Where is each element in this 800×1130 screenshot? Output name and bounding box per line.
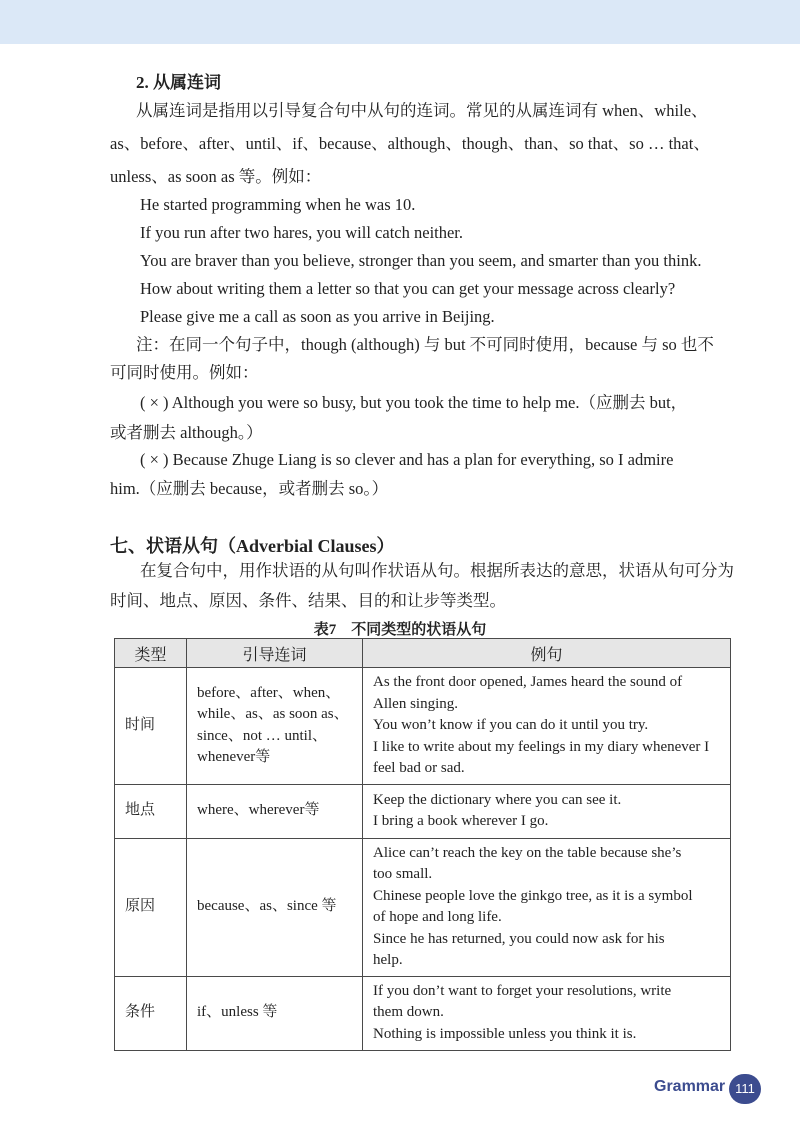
note-line: 可同时使用。例如： — [110, 363, 259, 382]
subsection-heading: 2. 从属连词 — [136, 73, 221, 92]
conjunction-line: because、as、since 等 — [197, 898, 337, 915]
type-cell: 原因 — [115, 838, 187, 976]
example-line: Keep the dictionary where you can see it. — [373, 791, 622, 808]
example-line: Nothing is impossible unless you think it is. — [373, 1025, 637, 1042]
example-line: I like to write about my feelings in my diary whenever I — [373, 738, 710, 755]
table-row — [115, 838, 731, 976]
example-line: If you don’t want to forget your resolutions, write — [373, 982, 672, 999]
conjunction-line: since、not … until、 — [197, 727, 327, 744]
example-line: them down. — [373, 1004, 444, 1021]
table-row — [115, 668, 731, 785]
wrong-example-line: him.（应删去 because，或者删去 so。） — [110, 479, 389, 498]
example-line: too small. — [373, 866, 433, 882]
type-cell: 地点 — [115, 784, 187, 838]
example-line: I bring a book wherever I go. — [373, 813, 549, 829]
example-line: You won’t know if you can do it until you try. — [373, 717, 649, 733]
conjunction-line: if、unless 等 — [197, 1004, 278, 1021]
example-sentence: You are braver than you believe, stronger than you seem, and smarter than you think. — [140, 251, 702, 270]
conjunction-line: whenever等 — [197, 749, 271, 766]
intro-line: unless、as soon as 等。例如： — [110, 167, 322, 186]
example-line: of hope and long life. — [373, 909, 502, 925]
example-line: Since he has returned, you could now ask for his — [373, 930, 665, 947]
intro-line: 从属连词是指用以引导复合句中从句的连词。常见的从属连词有 when、while、 — [136, 101, 708, 120]
section-heading: 七、状语从句（Adverbial Clauses） — [110, 536, 395, 556]
example-sentence: Please give me a call as soon as you arrive in Beijing. — [140, 307, 495, 326]
type-cell: 时间 — [115, 668, 187, 785]
page-number-badge: 111 — [729, 1074, 761, 1104]
table-header-row — [115, 639, 731, 668]
conjunction-cell — [187, 784, 363, 838]
header-conjunctions: 引导连词 — [187, 639, 363, 668]
conjunction-cell — [187, 838, 363, 976]
header-type: 类型 — [115, 639, 187, 668]
header-examples: 例句 — [363, 639, 731, 668]
wrong-example-line: ( × ) Although you were so busy, but you took the time to help me.（应删去 but， — [140, 393, 688, 412]
table-row — [115, 784, 731, 838]
adverbial-clause-table — [114, 638, 731, 1051]
intro-line: as、before、after、until、if、because、although、though、than、so that、so … that、 — [110, 134, 710, 153]
example-cell — [363, 784, 731, 838]
example-line: Alice can’t reach the key on the table because she’s — [373, 844, 682, 861]
example-line: Allen singing. — [373, 695, 458, 712]
footer-section-label: Grammar — [654, 1078, 726, 1095]
section-intro-line: 时间、地点、原因、条件、结果、目的和让步等类型。 — [110, 591, 506, 610]
example-sentence: He started programming when he was 10. — [140, 195, 416, 214]
example-cell — [363, 838, 731, 976]
example-cell — [363, 976, 731, 1050]
example-cell — [363, 668, 731, 785]
table-caption: 表7 不同类型的状语从句 — [313, 622, 487, 638]
example-line: Chinese people love the ginkgo tree, as it is a symbol — [373, 887, 693, 904]
example-line: help. — [373, 952, 403, 968]
conjunction-line: before、after、when、 — [197, 684, 341, 701]
conjunction-line: where、wherever等 — [197, 802, 320, 819]
example-line: feel bad or sad. — [373, 760, 465, 776]
table-row — [115, 976, 731, 1050]
note-line: 注：在同一个句子中，though (although) 与 but 不可同时使用，because 与 so 也不 — [136, 335, 714, 354]
wrong-example-line: 或者删去 although。） — [110, 423, 263, 442]
example-sentence: If you run after two hares, you will catch neither. — [140, 223, 464, 242]
conjunction-cell — [187, 976, 363, 1050]
example-sentence: How about writing them a letter so that you can get your message across clearly? — [140, 279, 676, 298]
type-cell: 条件 — [115, 976, 187, 1050]
top-band — [0, 0, 800, 44]
conjunction-cell — [187, 668, 363, 785]
section-intro-line: 在复合句中，用作状语的从句叫作状语从句。根据所表达的意思，状语从句可分为 — [140, 561, 734, 580]
conjunction-line: while、as、as soon as、 — [197, 706, 349, 723]
example-line: As the front door opened, James heard the sound of — [373, 674, 683, 690]
wrong-example-line: ( × ) Because Zhuge Liang is so clever and has a plan for everything, so I admire — [140, 450, 674, 469]
